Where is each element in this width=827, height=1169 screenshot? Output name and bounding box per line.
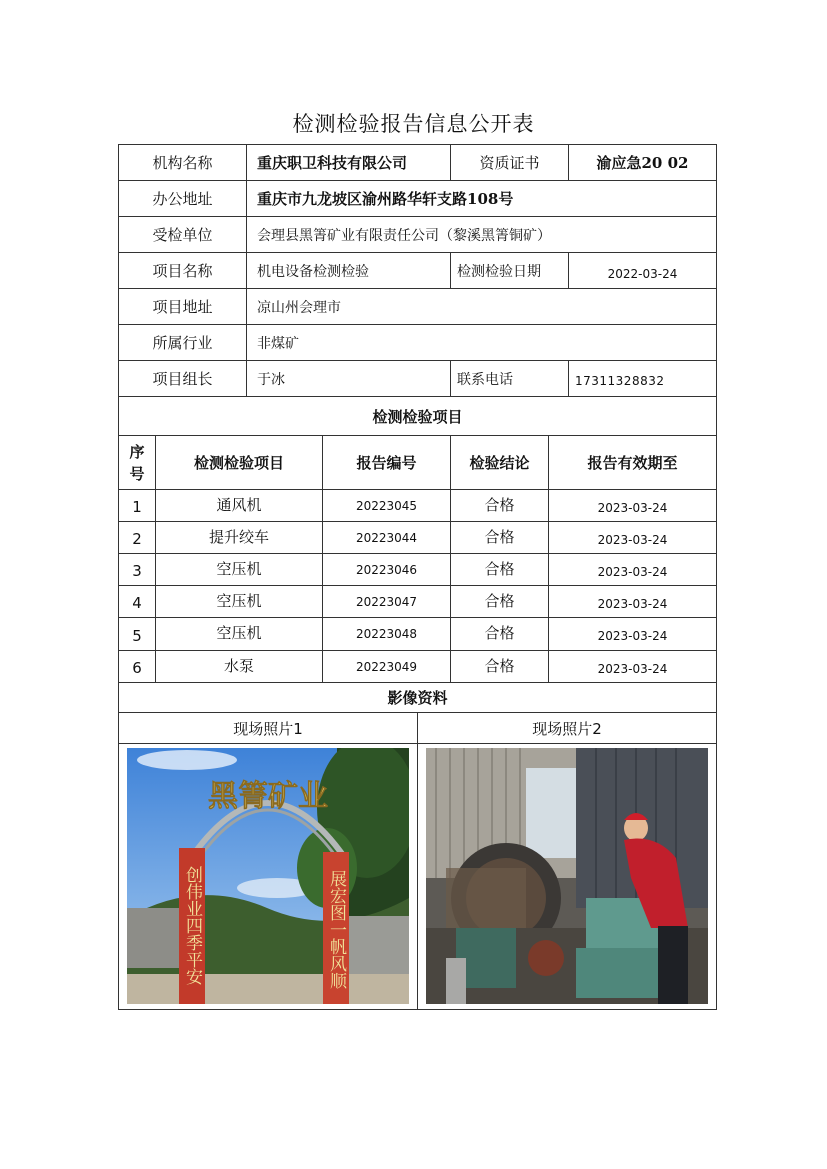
row-valid: 2023-03-24	[597, 532, 668, 547]
row-code: 20223049	[355, 659, 418, 674]
row-item: 空压机	[216, 559, 262, 578]
row-item: 空压机	[216, 624, 262, 642]
addr-label: 办公地址	[152, 190, 213, 208]
photo2-label: 现场照片2	[532, 719, 602, 738]
tel-value: 17311328832	[575, 374, 665, 388]
date-label: 检测检验日期	[457, 263, 541, 280]
row-item: 提升绞车	[208, 527, 269, 546]
header-no: 序号	[129, 442, 145, 483]
unit-value: 会理县黑箐矿业有限责任公司（黎溪黑箐铜矿）	[257, 227, 551, 244]
row-result: 合格	[484, 527, 515, 546]
row-item: 通风机	[216, 495, 262, 514]
row-code: 20223044	[355, 530, 418, 545]
row-no: 5	[132, 626, 142, 645]
row-no: 1	[132, 498, 142, 516]
proj-label: 项目名称	[152, 262, 213, 280]
right-pillar-text: 展宏图一帆风顺	[326, 870, 346, 989]
site-value: 凉山州会理市	[257, 299, 341, 316]
org-label: 机构名称	[152, 154, 213, 172]
row-code: 20223048	[355, 627, 418, 641]
row-item: 水泵	[223, 656, 254, 675]
lead-label: 项目组长	[152, 370, 213, 388]
row-no: 4	[132, 594, 142, 612]
report-table	[118, 144, 717, 1010]
items-section-title: 检测检验项目	[372, 407, 463, 426]
left-pillar-text: 创伟业四季平安	[182, 866, 202, 985]
date-value: 2022-03-24	[607, 266, 678, 281]
proj-value: 机电设备检测检验	[257, 263, 369, 280]
row-result: 合格	[484, 559, 515, 578]
tel-label: 联系电话	[457, 371, 513, 388]
addr-value: 重庆市九龙坡区渝州路华轩支路108号	[257, 190, 514, 208]
row-no: 3	[132, 562, 142, 580]
industry-label: 所属行业	[152, 334, 213, 352]
row-code: 20223047	[355, 594, 418, 609]
cert-value: 渝应急20 02	[596, 154, 689, 172]
header-code: 报告编号	[356, 454, 417, 472]
row-no: 2	[132, 530, 142, 548]
row-code: 20223046	[355, 562, 418, 577]
row-result: 合格	[484, 495, 515, 514]
row-valid: 2023-03-24	[597, 661, 668, 676]
site-photo-1	[127, 748, 409, 1004]
row-code: 20223045	[355, 498, 418, 513]
site-photo-2	[426, 748, 708, 1004]
lead-value: 于冰	[257, 371, 285, 388]
site-label: 项目地址	[152, 298, 213, 316]
header-result: 检验结论	[469, 454, 530, 472]
row-valid: 2023-03-24	[597, 564, 668, 579]
header-valid: 报告有效期至	[587, 454, 678, 472]
row-item: 空压机	[216, 591, 262, 610]
media-section-title: 影像资料	[387, 689, 448, 707]
header-item: 检测检验项目	[193, 454, 284, 472]
row-result: 合格	[484, 624, 515, 642]
page-title: 检测检验报告信息公开表	[292, 112, 535, 136]
row-valid: 2023-03-24	[597, 629, 668, 643]
unit-label: 受检单位	[152, 226, 213, 244]
row-valid: 2023-03-24	[597, 596, 668, 611]
gate-sign-text: 黑箐矿业	[208, 779, 328, 814]
row-result: 合格	[484, 591, 515, 610]
row-result: 合格	[484, 656, 515, 675]
industry-value: 非煤矿	[257, 335, 299, 352]
cert-label: 资质证书	[479, 154, 540, 172]
photo1-label: 现场照片1	[233, 719, 303, 738]
org-value: 重庆职卫科技有限公司	[257, 154, 408, 172]
row-valid: 2023-03-24	[597, 500, 668, 515]
row-no: 6	[132, 659, 142, 677]
